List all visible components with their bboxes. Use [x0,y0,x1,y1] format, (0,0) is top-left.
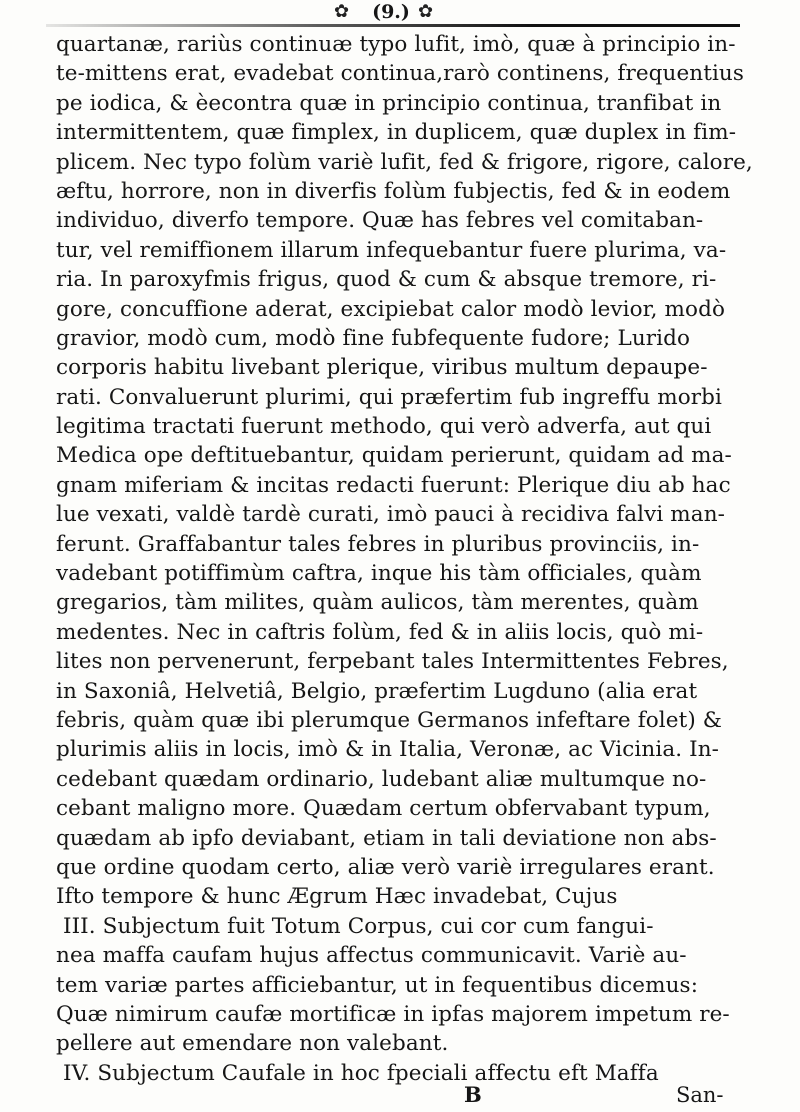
text-line: quædam ab ipfo deviabant, etiam in tali deviatione non abs- [56,825,717,851]
text-line: gnam miferiam & incitas redacti fuerunt: Plerique diu ab hac [56,472,731,498]
text-line: nea maffa caufam hujus affectus communicavit. Variè au- [56,943,687,969]
text-line: tem variæ partes afficiebantur, ut in fequentibus dicemus: [56,972,699,998]
text-line: gore, concuffione aderat, excipiebat calor modò levior, modò [56,296,725,322]
page-header [0,0,800,26]
text-line: febris, quàm quæ ibi plerumque Germanos infeftare folet) & [56,707,722,733]
text-line: plurimis aliis in locis, imò & in Italia, Veronæ, ac Vicinia. In- [56,737,720,763]
body-text [56,30,756,1088]
text-line: pe iodica, & èecontra quæ in principio continua, tranfibat in [56,90,722,116]
text-line: gravior, modò cum, modò fine fubfequente fudore; Lurido [56,325,691,351]
catchword: San- [676,1083,724,1107]
section-heading-line: IV. Subjectum Caufale in hoc fpeciali affectu eft Maffa [63,1060,659,1086]
header-rule [46,24,740,27]
text-line: legitima tractati fuerunt methodo, qui verò adverfa, aut qui [56,414,712,440]
text-line: quartanæ, rariùs continuæ typo lufit, imò, quæ à principio in- [56,32,736,57]
text-line: æftu, horrore, non in diverfis folùm fubjectis, fed & in eodem [56,178,731,204]
text-line: in Saxoniâ, Helvetiâ, Belgio, præfertim Lugduno (alia erat [56,678,698,704]
fleuron-left-icon: ✿ [334,1,350,22]
text-line: pellere aut emendare non valebant. [56,1031,449,1057]
text-line: ferunt. Graffabantur tales febres in pluribus provinciis, in- [56,531,700,557]
page-footer [0,1082,800,1110]
text-line: individuo, diverfo tempore. Quæ has febres vel comitaban- [56,208,704,234]
text-line: tur, vel remiffionem illarum infequebantur fuere plurima, va- [56,237,727,263]
text-line: cedebant quædam ordinario, ludebant aliæ multumque no- [56,766,707,792]
text-line: Medica ope deftituebantur, quidam perierunt, quidam ad ma- [56,443,732,469]
text-line: medentes. Nec in caftris folùm, fed & in aliis locis, quò mi- [56,619,704,645]
text-line: Ifto tempore & hunc Ægrum Hæc invadebat, Cujus [56,884,618,910]
text-line: vadebant potiffimùm caftra, inque his tàm officiales, quàm [56,561,702,587]
text-line: intermittentem, quæ fimplex, in duplicem, quæ duplex in fim- [56,120,737,146]
text-line: corporis habitu livebant plerique, viribus multum depaupe- [56,355,708,381]
text-line: lites non pervenerunt, ferpebant tales Intermittentes Febres, [56,649,729,675]
text-line: cebant maligno more. Quædam certum obfervabant typum, [56,796,711,822]
text-line: lue vexati, valdè tardè curati, imò pauci à recidiva falvi man- [56,502,726,528]
section-heading-line: III. Subjectum fuit Totum Corpus, cui cor cum fangui- [63,913,654,939]
text-line: plicem. Nec typo folùm variè lufit, fed & frigore, rigore, calore, [56,149,753,175]
fleuron-right-icon: ✿ [418,1,434,22]
text-line: rati. Convaluerunt plurimi, qui præfertim fub ingreffu morbi [56,384,722,410]
text-line: Quæ nimirum caufæ mortificæ in ipfas majorem impetum re- [56,1001,730,1027]
signature-mark: B [464,1082,482,1107]
page-number: (9.) [372,1,410,23]
text-line: te-mittens erat, evadebat continua,rarò continens, frequentius [56,61,745,87]
text-line: que ordine quodam certo, aliæ verò variè irregulares erant. [56,854,715,880]
text-line: gregarios, tàm milites, quàm aulicos, tàm merentes, quàm [56,590,699,616]
text-line: ria. In paroxyfmis frigus, quod & cum & absque tremore, ri- [56,267,717,293]
